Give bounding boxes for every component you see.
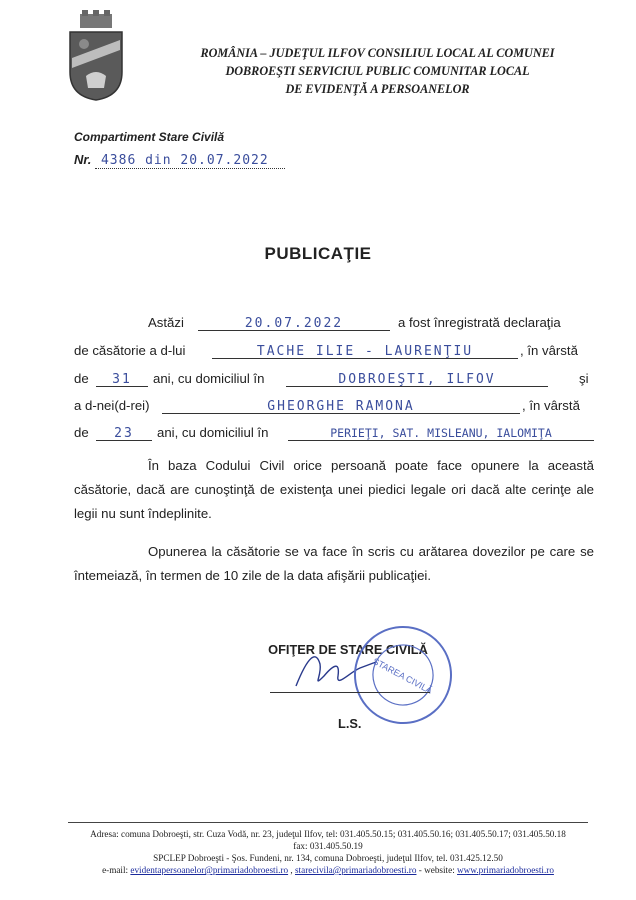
- email-label: e-mail:: [102, 865, 129, 875]
- compartment-label: Compartiment Stare Civilă: [74, 130, 225, 144]
- nr-value: 4386 din 20.07.2022: [95, 153, 285, 169]
- bride-address-value: PERIEŢI, SAT. MISLEANU, IALOMIŢA: [330, 426, 552, 440]
- signature-title: OFIŢER DE STARE CIVILĂ: [268, 642, 428, 657]
- casatorie-label: de căsătorie a d-lui: [74, 343, 186, 358]
- registration-number: [74, 152, 285, 169]
- in-varsta-2: , în vârstă: [522, 398, 580, 413]
- website-label: website:: [424, 865, 455, 875]
- email-link-2[interactable]: starecivila@primariadobroesti.ro: [294, 865, 417, 875]
- coat-of-arms-logo: [64, 10, 128, 102]
- header-line-3: DE EVIDENŢĂ A PERSOANELOR: [285, 82, 470, 96]
- stamp-text: STAREA CIVILĂ: [371, 656, 434, 696]
- bride-age-value: 23: [114, 426, 134, 441]
- after-date-text: a fost înregistrată declaraţia: [398, 315, 561, 330]
- header-line-2: DOBROEŞTI SERVICIUL PUBLIC COMUNITAR LOCAL: [225, 64, 530, 78]
- footer: [60, 828, 596, 876]
- institution-header: [150, 44, 605, 98]
- date-field: [198, 314, 390, 331]
- groom-age-value: 31: [112, 372, 132, 387]
- bride-name-field: [162, 397, 520, 414]
- ani-domiciliu-2: ani, cu domiciliul în: [157, 425, 269, 440]
- paragraph-opposition: În baza Codului Civil orice persoană poate face opunere la această căsătorie, dacă are cunoştinţă de existenţa unei piedici legale ori dacă alte cerinţe ale legii nu sunt îndeplinite.: [74, 458, 594, 521]
- groom-address-value: DOBROEŞTI, ILFOV: [338, 372, 496, 387]
- header-line-1: ROMÂNIA – JUDEŢUL ILFOV CONSILIUL LOCAL AL COMUNEI: [200, 46, 555, 60]
- paragraph-procedure: Opunerea la căsătorie se va face în scris cu arătarea dovezilor pe care se întemeiază, în termen de 10 zile de la data afişării publicaţiei.: [74, 544, 594, 583]
- ani-domiciliu-1: ani, cu domiciliul în: [153, 371, 265, 386]
- groom-name-field: [212, 342, 518, 359]
- date-value: 20.07.2022: [244, 316, 344, 331]
- bride-name-value: GHEORGHE RAMONA: [267, 399, 415, 414]
- si-label: şi: [579, 371, 589, 386]
- de-label-2: de: [74, 425, 89, 440]
- footer-address: Adresa: comuna Dobroeşti, str. Cuza Vodă, nr. 23, judeţul Ilfov, tel: 031.405.50.15; 031.405.50.16; 031.405.50.17; 031.405.50.18: [90, 829, 566, 839]
- website-link[interactable]: www.primariadobroesti.ro: [457, 865, 554, 875]
- email-link-1[interactable]: evidentapersoanelor@primariadobroesti.ro: [130, 865, 289, 875]
- footer-fax: fax: 031.405.50.19: [293, 841, 363, 851]
- de-label-1: de: [74, 371, 89, 386]
- nr-label: Nr.: [74, 152, 92, 167]
- astazi-label: Astăzi: [148, 315, 184, 330]
- signature-line: [270, 692, 430, 693]
- footer-contact: e-mail: evidentapersoanelor@primariadobroesti.ro , starecivila@primariadobroesti.ro - website: www.primariadobroesti.ro: [102, 865, 554, 875]
- page-title: PUBLICAŢIE: [264, 244, 372, 263]
- footer-divider: [68, 822, 588, 823]
- ls-label: L.S.: [338, 716, 362, 731]
- footer-spclep: SPCLEP Dobroeşti - Şos. Fundeni, nr. 134, comuna Dobroeşti, judeţul Ilfov, tel. 031.425.12.50: [153, 853, 503, 863]
- groom-address-field: [286, 370, 548, 387]
- bride-age-field: [96, 424, 152, 441]
- in-varsta-1: , în vârstă: [520, 343, 578, 358]
- bride-address-field: [288, 424, 594, 441]
- groom-age-field: [96, 370, 148, 387]
- groom-name-value: TACHE ILIE - LAURENŢIU: [256, 344, 474, 359]
- bride-label: a d-nei(d-rei): [74, 398, 150, 413]
